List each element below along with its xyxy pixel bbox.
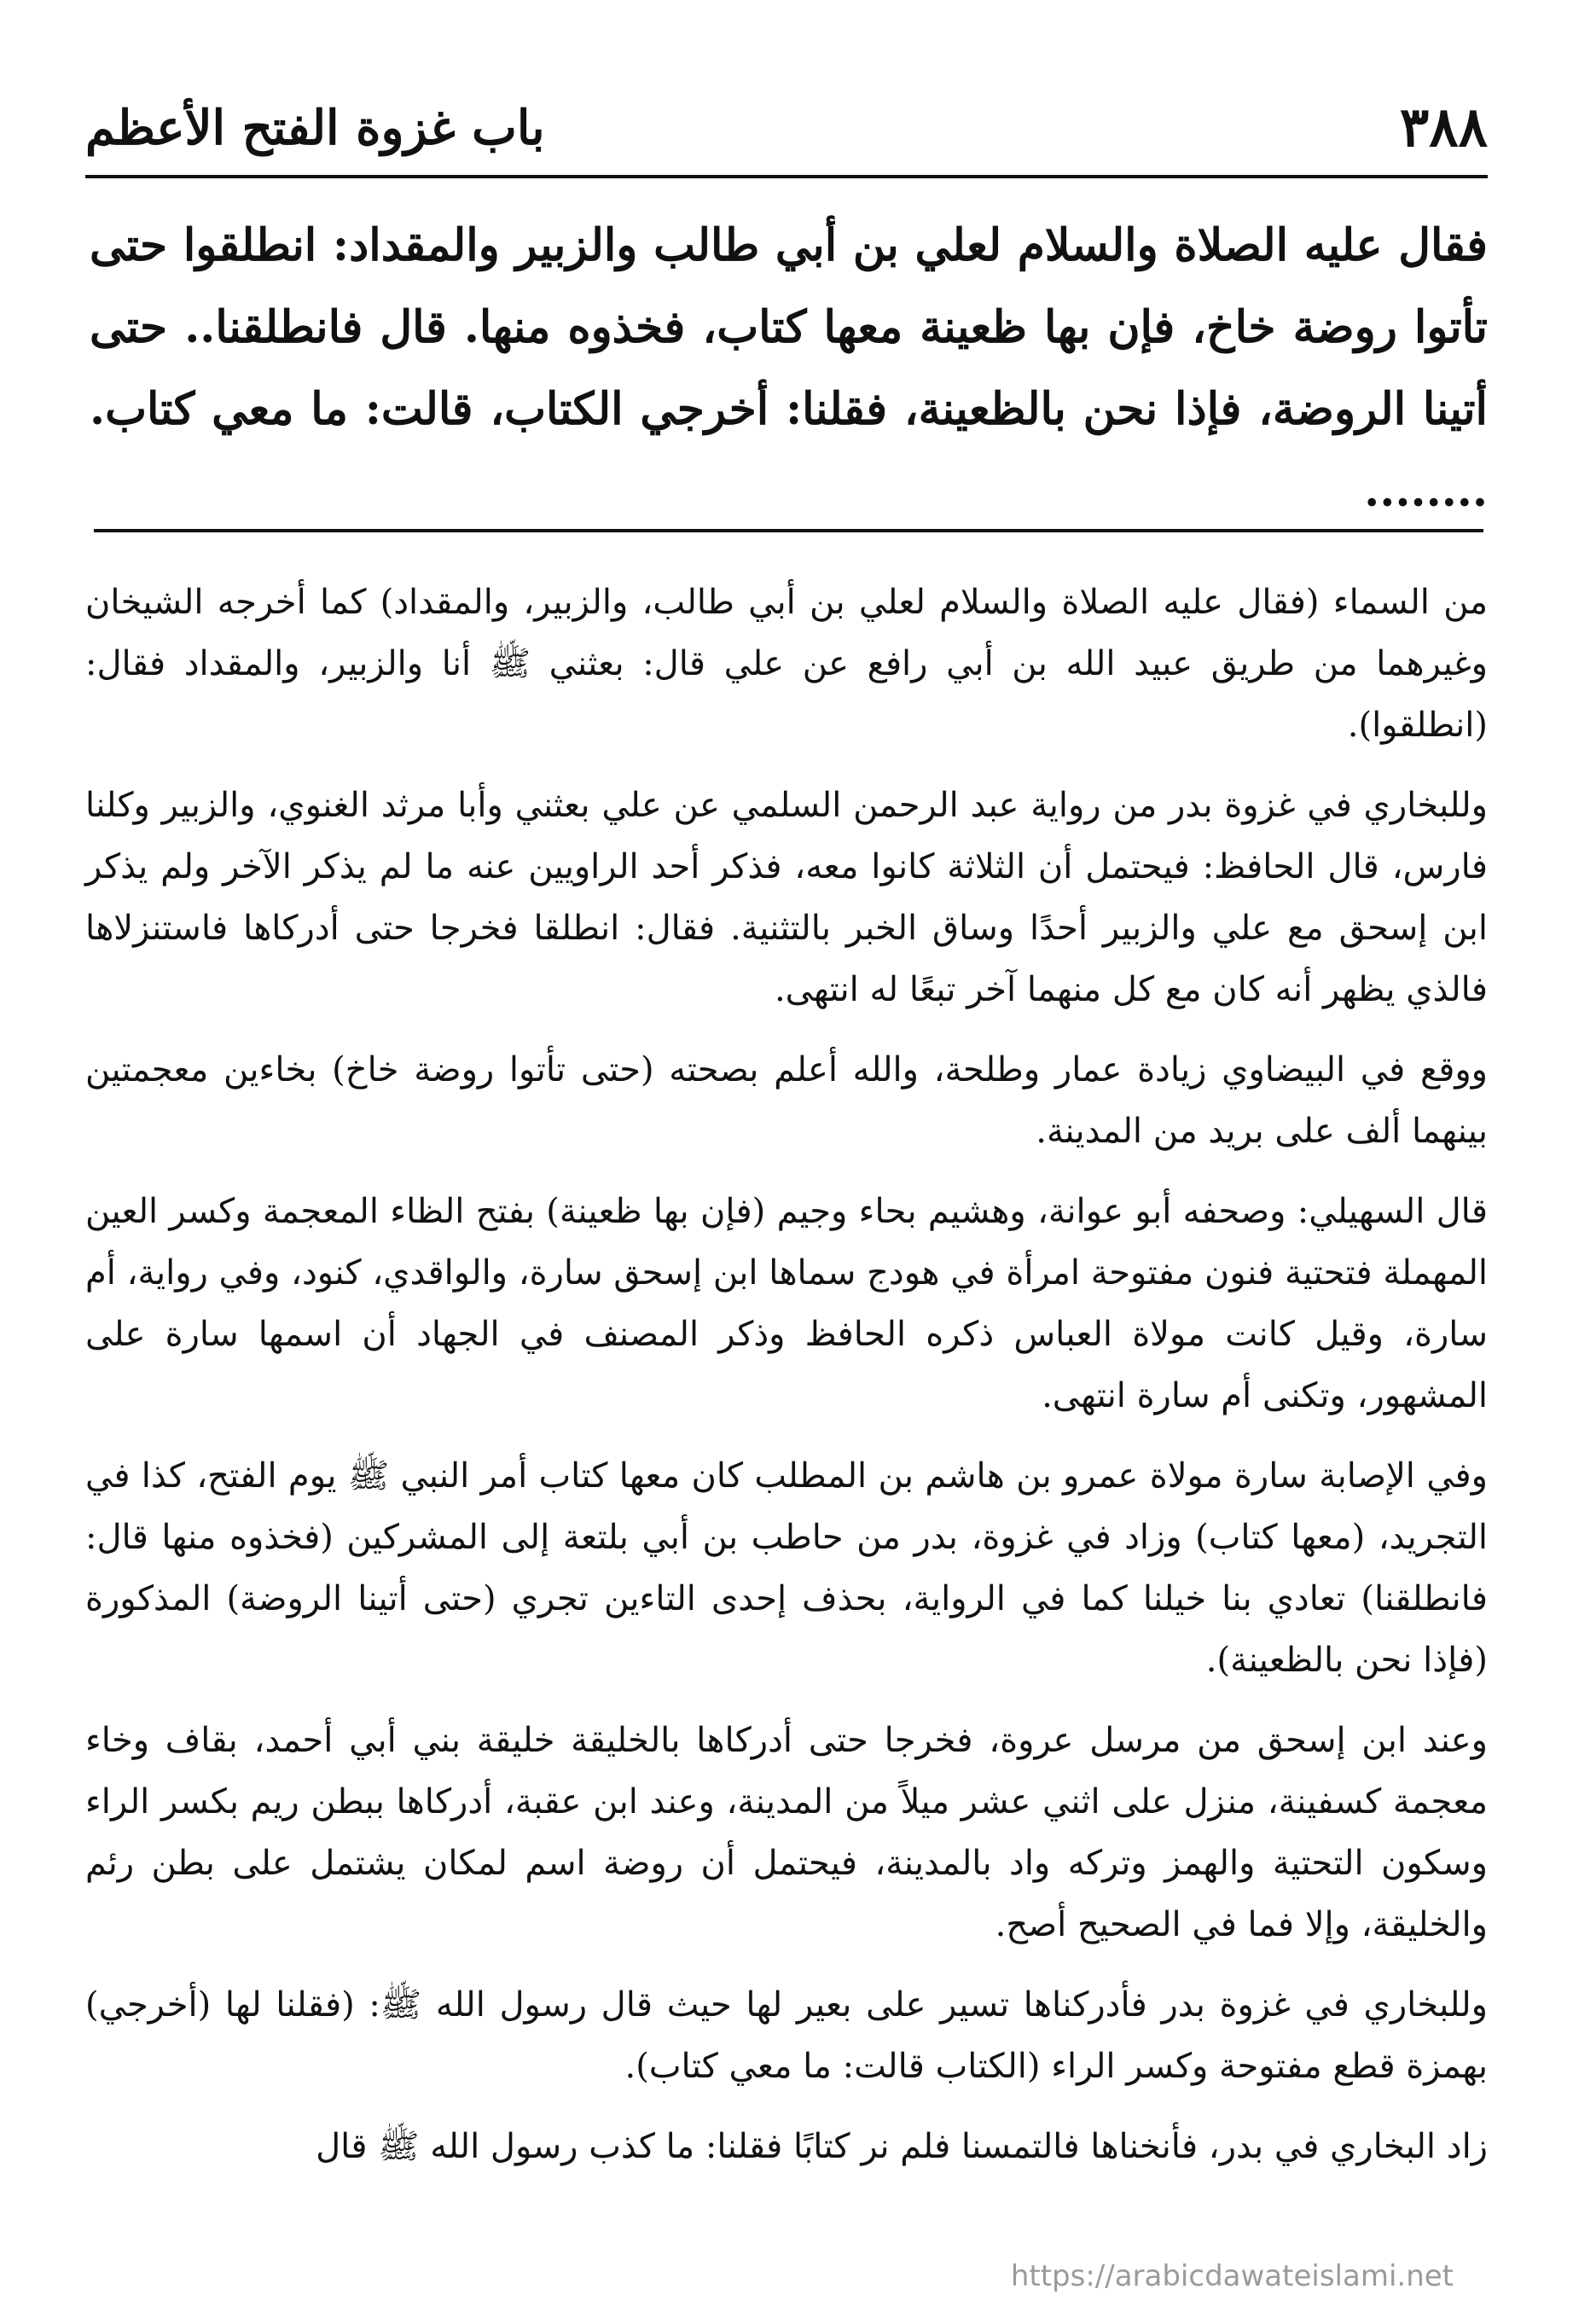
commentary-paragraph: وللبخاري في غزوة بدر من رواية عبد الرحمن السلمي عن علي بعثني وأبا مرثد الغنوي، والزبير وكلنا فارس، قال الحافظ: فيحتمل أن الثلاثة كانوا معه، فذكر أحد الراويين عنه ما لم يذكر الآخر ولم يذكر ابن إسحق مع علي والزبير أحدًا وساق الخبر بالتثنية. فقال: انطلقا فخرجا حتى أدركاها فاستنزلاها فالذي يظهر أنه كان مع كل منهما آخر تبعًا له انتهى. [85,786,1488,1009]
commentary-paragraph: وللبخاري في غزوة بدر فأدركناها تسير على بعير لها حيث قال رسول الله ﷺ: (فقلنا لها (أخرجي) بهمزة قطع مفتوحة وكسر الراء (الكتاب قالت: ما معي كتاب). [85,1985,1488,2086]
commentary-paragraph: من السماء (فقال عليه الصلاة والسلام لعلي بن أبي طالب، والزبير، والمقداد) كما أخرجه الشيخان وغيرهما من طريق عبيد الله بن أبي رافع عن علي قال: بعثني ﷺ أنا والزبير، والمقداد فقال: (انطلقوا). [85,583,1488,745]
commentary-paragraph: وعند ابن إسحق من مرسل عروة، فخرجا حتى أدركاها بالخليقة خليقة بني أبي أحمد، بقاف وخاء معجمة كسفينة، منزل على اثني عشر ميلاً من المدينة، وعند ابن عقبة، أدركاها ببطن ريم بكسر الراء وسكون التحتية والهمز وتركه واد بالمدينة، فيحتمل أن روضة اسم لمكان يشتمل على بطن رئم والخليقة، وإلا فما في الصحيح أصح. [85,1721,1488,1944]
commentary [85,563,1488,2196]
commentary-paragraph: ووقع في البيضاوي زيادة عمار وطلحة، والله أعلم بصحته (حتى تأتوا روضة خاخ) بخاءين معجمتين بينهما ألف على بريد من المدينة. [85,1050,1488,1151]
separator-rule [94,529,1483,532]
main-text-paragraph [90,205,1488,532]
main-text [90,205,1488,532]
page-header [85,81,1488,175]
watermark-url: https://arabicdawateislami.net [1010,2259,1454,2293]
main-text-body: فقال عليه الصلاة والسلام لعلي بن أبي طالب والزبير والمقداد: انطلقوا حتى تأتوا روضة خاخ، فإن بها ظعينة معها كتاب، فخذوه منها. قال فانطلقنا.. حتى أتينا الروضة، فإذا نحن بالظعينة، فقلنا: أخرجي الكتاب، قالت: ما معي كتاب. [90,219,1488,435]
commentary-paragraph: قال السهيلي: وصحفه أبو عوانة، وهشيم بحاء وجيم (فإن بها ظعينة) بفتح الظاء المعجمة وكسر العين المهملة فتحتية فنون مفتوحة امرأة في هودج سماها ابن إسحق سارة، والواقدي، كنود، وفي رواية، أم سارة، وقيل كانت مولاة العباس ذكره الحافظ وذكر المصنف في الجهاد أن اسمها سارة على المشهور، وتكنى أم سارة انتهى. [85,1192,1488,1415]
header-rule [85,175,1488,178]
commentary-paragraph: زاد البخاري في بدر، فأنخناها فالتمسنا فلم نر كتابًا فقلنا: ما كذب رسول الله ﷺ قال [316,2127,1488,2166]
commentary-paragraph: وفي الإصابة سارة مولاة عمرو بن هاشم بن المطلب كان معها كتاب أمر النبي ﷺ يوم الفتح، كذا في التجريد، (معها كتاب) وزاد في غزوة، بدر من حاطب بن أبي بلتعة إلى المشركين (فخذوه منها قال: فانطلقنا) تعادي بنا خيلنا كما في الرواية، بحذف إحدى التاءين تجري (حتى أتينا الروضة) المذكورة (فإذا نحن بالظعينة). [85,1456,1488,1680]
page-number: ٣٨٨ [1399,96,1488,160]
ellipsis-dots: ........ [1364,465,1488,517]
chapter-title: باب غزوة الفتح الأعظم [85,100,545,156]
